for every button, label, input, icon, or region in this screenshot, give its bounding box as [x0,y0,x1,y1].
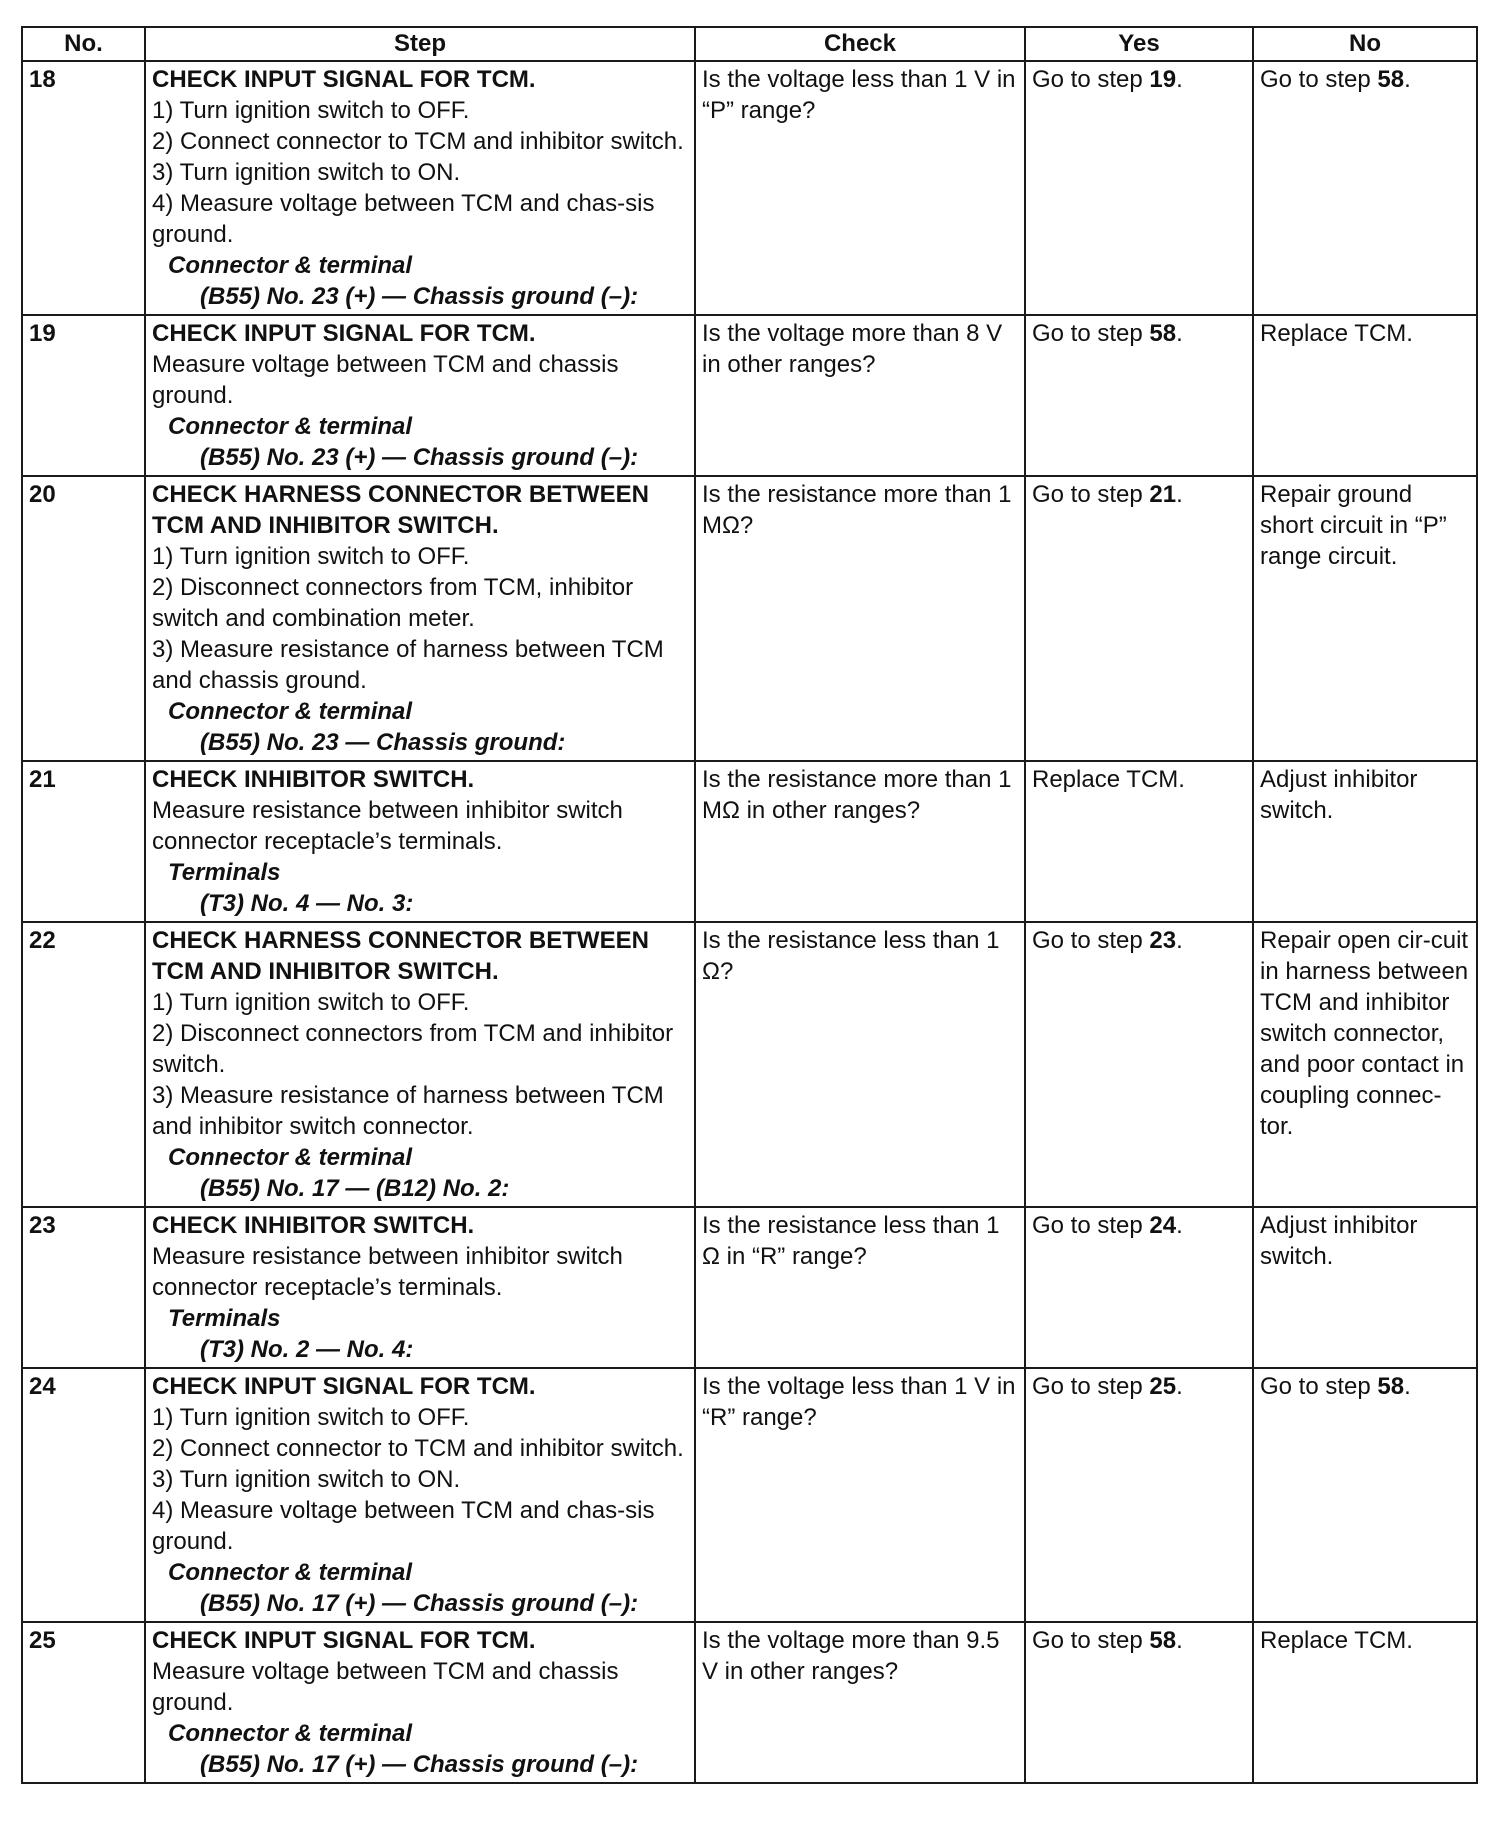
no-step-ref: 58 [1377,66,1405,93]
step-number: 18 [22,61,145,315]
terminal-label: Terminals [168,859,281,886]
check-cell: Is the resistance less than 1 Ω in “R” range? [695,1207,1025,1368]
yes-text: Go to step [1032,1212,1150,1239]
check-cell: Is the resistance more than 1 MΩ? [695,476,1025,761]
terminal-value: (T3) No. 2 — No. 4: [200,1336,414,1363]
yes-cell [1025,1207,1253,1368]
yes-suffix: . [1176,927,1183,954]
no-cell [1253,61,1477,315]
step-instruction-line: 1) Turn ignition switch to OFF. [152,543,470,570]
step-instruction-line: 3) Turn ignition switch to ON. [152,1466,461,1493]
header-step: Step [145,27,695,61]
terminal-label: Connector & terminal [168,1559,413,1586]
yes-suffix: . [1176,481,1183,508]
step-instruction-line: Measure resistance between inhibitor switch connector receptacle’s terminals. [152,1243,623,1301]
step-number: 20 [22,476,145,761]
no-text: Repair ground short circuit in “P” range circuit. [1260,481,1447,570]
no-text: Adjust inhibitor switch. [1260,766,1418,824]
yes-suffix: . [1176,1627,1183,1654]
table-body [22,61,1477,1783]
no-suffix: . [1404,1373,1411,1400]
diagnostic-table [21,26,1478,1784]
step-title: CHECK INPUT SIGNAL FOR TCM. [152,66,536,93]
yes-step-ref: 19 [1149,66,1177,93]
header-check: Check [695,27,1025,61]
yes-step-ref: 58 [1149,1627,1177,1654]
header-yes: Yes [1025,27,1253,61]
terminal-label: Connector & terminal [168,252,413,279]
no-cell [1253,476,1477,761]
check-cell: Is the resistance less than 1 Ω? [695,922,1025,1207]
yes-cell [1025,761,1253,922]
step-cell [145,761,695,922]
no-cell [1253,1368,1477,1622]
step-title: CHECK INPUT SIGNAL FOR TCM. [152,1627,536,1654]
step-number: 25 [22,1622,145,1783]
table-row [22,315,1477,476]
step-cell [145,476,695,761]
step-title: CHECK INHIBITOR SWITCH. [152,1212,475,1239]
step-instruction-line: 3) Measure resistance of harness between TCM and inhibitor switch connector. [152,1082,664,1140]
step-instruction-line: 3) Measure resistance of harness between TCM and chassis ground. [152,636,664,694]
terminal-value: (B55) No. 17 (+) — Chassis ground (–): [200,1590,639,1617]
yes-text: Replace TCM. [1032,766,1185,793]
header-row [22,27,1477,61]
table-row [22,761,1477,922]
table-row [22,1207,1477,1368]
no-cell [1253,922,1477,1207]
check-cell: Is the voltage less than 1 V in “R” range? [695,1368,1025,1622]
step-instruction-line: Measure resistance between inhibitor switch connector receptacle’s terminals. [152,797,623,855]
terminal-label: Connector & terminal [168,1720,413,1747]
no-cell [1253,1622,1477,1783]
table-row [22,476,1477,761]
step-instructions [152,987,688,1142]
no-cell [1253,1207,1477,1368]
header-no: No. [22,27,145,61]
yes-cell [1025,1622,1253,1783]
step-instructions [152,541,688,696]
step-cell [145,1207,695,1368]
check-cell: Is the resistance more than 1 MΩ in other ranges? [695,761,1025,922]
yes-suffix: . [1176,1212,1183,1239]
terminal-value: (B55) No. 17 (+) — Chassis ground (–): [200,1751,639,1778]
step-cell [145,922,695,1207]
step-instruction-line: 1) Turn ignition switch to OFF. [152,1404,470,1431]
terminal-label: Connector & terminal [168,698,413,725]
terminal-value: (B55) No. 23 (+) — Chassis ground (–): [200,444,639,471]
step-title: CHECK INPUT SIGNAL FOR TCM. [152,1373,536,1400]
step-instruction-line: 4) Measure voltage between TCM and chas-sis ground. [152,190,655,248]
yes-step-ref: 21 [1149,481,1177,508]
yes-suffix: . [1176,320,1183,347]
step-instruction-line: 2) Disconnect connectors from TCM, inhibitor switch and combination meter. [152,574,634,632]
step-instruction-line: 2) Connect connector to TCM and inhibitor switch. [152,1435,684,1462]
terminal-label: Connector & terminal [168,1144,413,1171]
step-instructions [152,95,688,250]
yes-step-ref: 23 [1149,927,1177,954]
yes-cell [1025,61,1253,315]
step-instruction-line: 2) Connect connector to TCM and inhibitor switch. [152,128,684,155]
terminal-label: Connector & terminal [168,413,413,440]
step-instructions [152,1656,688,1718]
header-no-result: No [1253,27,1477,61]
step-cell [145,1368,695,1622]
step-title: CHECK INHIBITOR SWITCH. [152,766,475,793]
step-instruction-line: Measure voltage between TCM and chassis ground. [152,351,619,409]
yes-cell [1025,476,1253,761]
step-title: CHECK HARNESS CONNECTOR BETWEEN TCM AND INHIBITOR SWITCH. [152,481,649,539]
no-text: Repair open cir-cuit in harness between TCM and inhibitor switch connector, and poor contact in coupling connec-tor. [1260,927,1469,1140]
no-cell [1253,761,1477,922]
no-text: Replace TCM. [1260,320,1413,347]
step-number: 22 [22,922,145,1207]
step-cell [145,315,695,476]
table-row [22,1622,1477,1783]
step-title: CHECK INPUT SIGNAL FOR TCM. [152,320,536,347]
terminal-label: Terminals [168,1305,281,1332]
step-instruction-line: 2) Disconnect connectors from TCM and inhibitor switch. [152,1020,674,1078]
no-cell [1253,315,1477,476]
step-number: 23 [22,1207,145,1368]
step-instructions [152,795,688,857]
yes-step-ref: 24 [1149,1212,1177,1239]
step-instructions [152,349,688,411]
step-cell [145,1622,695,1783]
no-text: Go to step [1260,1373,1378,1400]
yes-cell [1025,1368,1253,1622]
no-step-ref: 58 [1377,1373,1405,1400]
no-text: Adjust inhibitor switch. [1260,1212,1418,1270]
table-row [22,922,1477,1207]
no-text: Go to step [1260,66,1378,93]
step-instruction-line: Measure voltage between TCM and chassis ground. [152,1658,619,1716]
step-instruction-line: 3) Turn ignition switch to ON. [152,159,461,186]
step-number: 21 [22,761,145,922]
step-cell [145,61,695,315]
yes-text: Go to step [1032,927,1150,954]
step-title: CHECK HARNESS CONNECTOR BETWEEN TCM AND INHIBITOR SWITCH. [152,927,649,985]
yes-step-ref: 58 [1149,320,1177,347]
table-row [22,1368,1477,1622]
terminal-value: (T3) No. 4 — No. 3: [200,890,414,917]
step-instruction-line: 4) Measure voltage between TCM and chas-sis ground. [152,1497,655,1555]
no-text: Replace TCM. [1260,1627,1413,1654]
terminal-value: (B55) No. 23 (+) — Chassis ground (–): [200,283,639,310]
yes-cell [1025,922,1253,1207]
check-cell: Is the voltage more than 8 V in other ranges? [695,315,1025,476]
yes-cell [1025,315,1253,476]
step-number: 24 [22,1368,145,1622]
no-suffix: . [1404,66,1411,93]
terminal-value: (B55) No. 23 — Chassis ground: [200,729,566,756]
yes-text: Go to step [1032,66,1150,93]
yes-suffix: . [1176,1373,1183,1400]
step-instruction-line: 1) Turn ignition switch to OFF. [152,989,470,1016]
step-instruction-line: 1) Turn ignition switch to OFF. [152,97,470,124]
check-cell: Is the voltage more than 9.5 V in other ranges? [695,1622,1025,1783]
table-row [22,61,1477,315]
step-instructions [152,1241,688,1303]
yes-suffix: . [1176,66,1183,93]
yes-text: Go to step [1032,481,1150,508]
step-number: 19 [22,315,145,476]
yes-step-ref: 25 [1149,1373,1177,1400]
yes-text: Go to step [1032,1373,1150,1400]
check-cell: Is the voltage less than 1 V in “P” range? [695,61,1025,315]
terminal-value: (B55) No. 17 — (B12) No. 2: [200,1175,510,1202]
yes-text: Go to step [1032,320,1150,347]
step-instructions [152,1402,688,1557]
yes-text: Go to step [1032,1627,1150,1654]
